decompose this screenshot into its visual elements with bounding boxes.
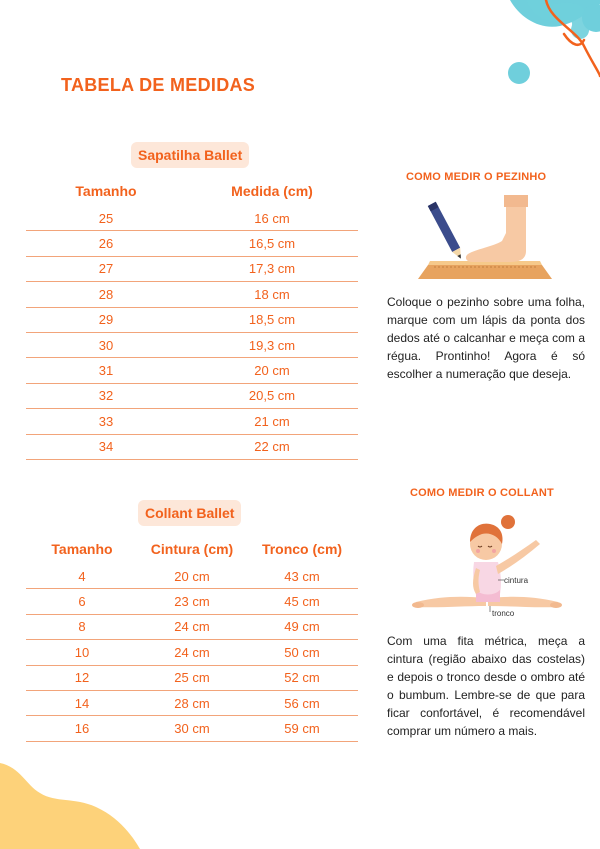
table-row [26, 564, 358, 589]
sapatilha-label: Sapatilha Ballet [131, 142, 249, 168]
sapatilha-size-table [26, 176, 358, 460]
cell-tamanho: 32 [26, 383, 186, 408]
cell-medida: 22 cm [186, 434, 358, 459]
cell-medida: 21 cm [186, 409, 358, 434]
cell-tronco: 45 cm [246, 589, 358, 614]
cell-cintura: 28 cm [138, 690, 246, 715]
column-header-tamanho: Tamanho [51, 541, 113, 557]
cell-tamanho: 27 [26, 256, 186, 281]
column-header-medida: Medida (cm) [231, 183, 313, 199]
cell-medida: 20 cm [186, 358, 358, 383]
cell-tamanho: 34 [26, 434, 186, 459]
cell-cintura: 20 cm [138, 564, 246, 589]
tronco-label: tronco [492, 609, 515, 618]
decorative-blob-top [480, 0, 600, 92]
pezinho-instructions: Coloque o pezinho sobre uma folha, marque com um lápis da ponta dos dedos até o calcanhar e meça com a régua. Prontinho! Agora é só escolher a numeração que deseja. [387, 295, 585, 381]
cell-tamanho: 29 [26, 307, 186, 332]
table-row [26, 332, 358, 357]
table-row [26, 434, 358, 459]
column-header-tronco: Tronco (cm) [261, 541, 343, 557]
cell-tronco: 59 cm [246, 716, 358, 741]
table-row [26, 614, 358, 639]
cell-medida: 18 cm [186, 282, 358, 307]
foot-measure-illustration [410, 195, 560, 283]
table-row [26, 231, 358, 256]
cell-tamanho: 16 [26, 716, 138, 741]
table-row [26, 282, 358, 307]
cell-tronco: 49 cm [246, 614, 358, 639]
decorative-blob-bottom [0, 763, 160, 849]
cell-tamanho: 31 [26, 358, 186, 383]
collant-instructions: Com uma fita métrica, meça a cintura (região abaixo das costelas) e depois o tronco desde o ombro até o bumbum. Lembre-se de que para ficar confortável, é recomendável comprar um número a mais. [387, 634, 585, 738]
cell-medida: 18,5 cm [186, 307, 358, 332]
cintura-label: cintura [504, 576, 529, 585]
table-row [26, 690, 358, 715]
cell-tronco: 56 cm [246, 690, 358, 715]
column-header-tamanho: Tamanho [75, 183, 137, 199]
collant-heading: COMO MEDIR O COLLANT [410, 487, 554, 499]
cell-tamanho: 6 [26, 589, 138, 614]
cell-tamanho: 12 [26, 665, 138, 690]
cell-tamanho: 28 [26, 282, 186, 307]
cell-tamanho: 26 [26, 231, 186, 256]
cell-tronco: 43 cm [246, 564, 358, 589]
cell-medida: 20,5 cm [186, 383, 358, 408]
collant-label: Collant Ballet [138, 500, 241, 526]
cell-medida: 17,3 cm [186, 256, 358, 281]
cell-tamanho: 14 [26, 690, 138, 715]
cell-tamanho: 10 [26, 640, 138, 665]
table-row [26, 640, 358, 665]
table-header-row [26, 534, 358, 564]
pezinho-heading: COMO MEDIR O PEZINHO [406, 171, 547, 183]
cell-tamanho: 30 [26, 332, 186, 357]
cell-tronco: 50 cm [246, 640, 358, 665]
collant-size-table [26, 534, 358, 742]
table-row [26, 589, 358, 614]
table-row [26, 358, 358, 383]
cell-medida: 16,5 cm [186, 231, 358, 256]
cell-tronco: 52 cm [246, 665, 358, 690]
cell-cintura: 24 cm [138, 640, 246, 665]
cell-medida: 19,3 cm [186, 332, 358, 357]
table-row [26, 206, 358, 231]
table-header-row [26, 176, 358, 206]
table-row [26, 256, 358, 281]
column-header-cintura: Cintura (cm) [150, 541, 234, 557]
table-row [26, 383, 358, 408]
cell-tamanho: 25 [26, 206, 186, 231]
cell-cintura: 23 cm [138, 589, 246, 614]
cell-cintura: 30 cm [138, 716, 246, 741]
cell-cintura: 24 cm [138, 614, 246, 639]
cell-cintura: 25 cm [138, 665, 246, 690]
cell-tamanho: 33 [26, 409, 186, 434]
cell-tamanho: 8 [26, 614, 138, 639]
cell-tamanho: 4 [26, 564, 138, 589]
table-row [26, 716, 358, 741]
cell-medida: 16 cm [186, 206, 358, 231]
table-row [26, 409, 358, 434]
page-title: TABELA DE MEDIDAS [61, 75, 256, 95]
ballerina-illustration [412, 510, 562, 622]
table-row [26, 307, 358, 332]
table-row [26, 665, 358, 690]
